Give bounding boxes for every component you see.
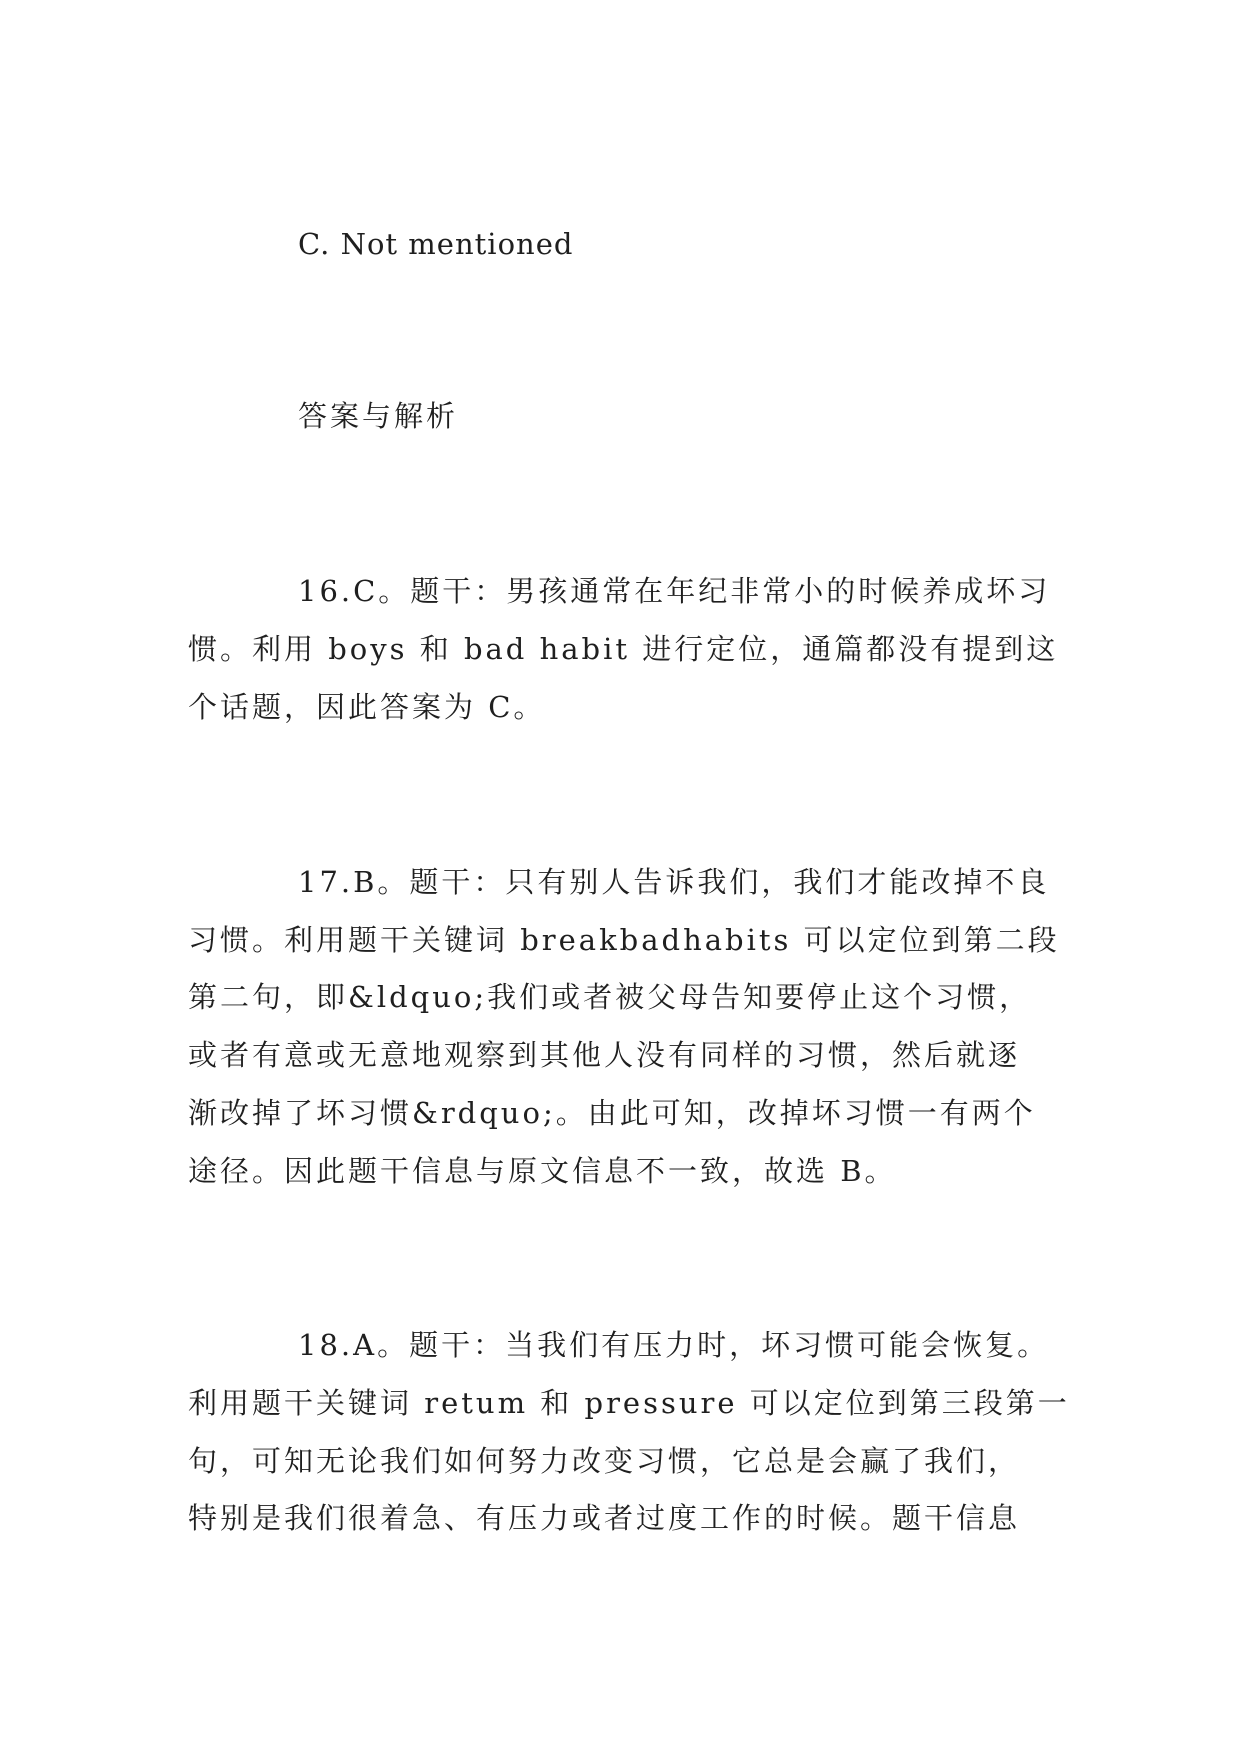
paragraph-line: 特别是我们很着急、有压力或者过度工作的时候。题干信息 [188, 1501, 1021, 1535]
paragraph-line: 个话题，因此答案为 C。 [188, 690, 546, 724]
paragraph-line: 途径。因此题干信息与原文信息不一致，故选 B。 [188, 1154, 897, 1188]
paragraph-line: 利用题干关键词 retum 和 pressure 可以定位到第三段第一 [188, 1386, 1070, 1420]
option-c-text: C. Not mentioned [298, 227, 574, 261]
paragraph-line: 惯。利用 boys 和 bad habit 进行定位，通篇都没有提到这 [188, 632, 1059, 666]
paragraph-line: 17.B。题干：只有别人告诉我们，我们才能改掉不良 [298, 865, 1050, 899]
paragraph-line: 18.A。题干：当我们有压力时，坏习惯可能会恢复。 [298, 1328, 1050, 1362]
section-heading: 答案与解析 [298, 399, 459, 433]
paragraph-line: 第二句，即&ldquo;我们或者被父母告知要停止这个习惯， [188, 980, 1032, 1014]
paragraph-line: 渐改掉了坏习惯&rdquo;。由此可知，改掉坏习惯一有两个 [188, 1096, 1036, 1130]
paragraph-line: 句，可知无论我们如何努力改变习惯，它总是会赢了我们， [188, 1444, 1021, 1478]
paragraph-line: 习惯。利用题干关键词 breakbadhabits 可以定位到第二段 [188, 923, 1060, 957]
paragraph-line: 或者有意或无意地观察到其他人没有同样的习惯，然后就逐 [188, 1038, 1021, 1072]
paragraph-line: 16.C。题干：男孩通常在年纪非常小的时候养成坏习 [298, 574, 1051, 608]
